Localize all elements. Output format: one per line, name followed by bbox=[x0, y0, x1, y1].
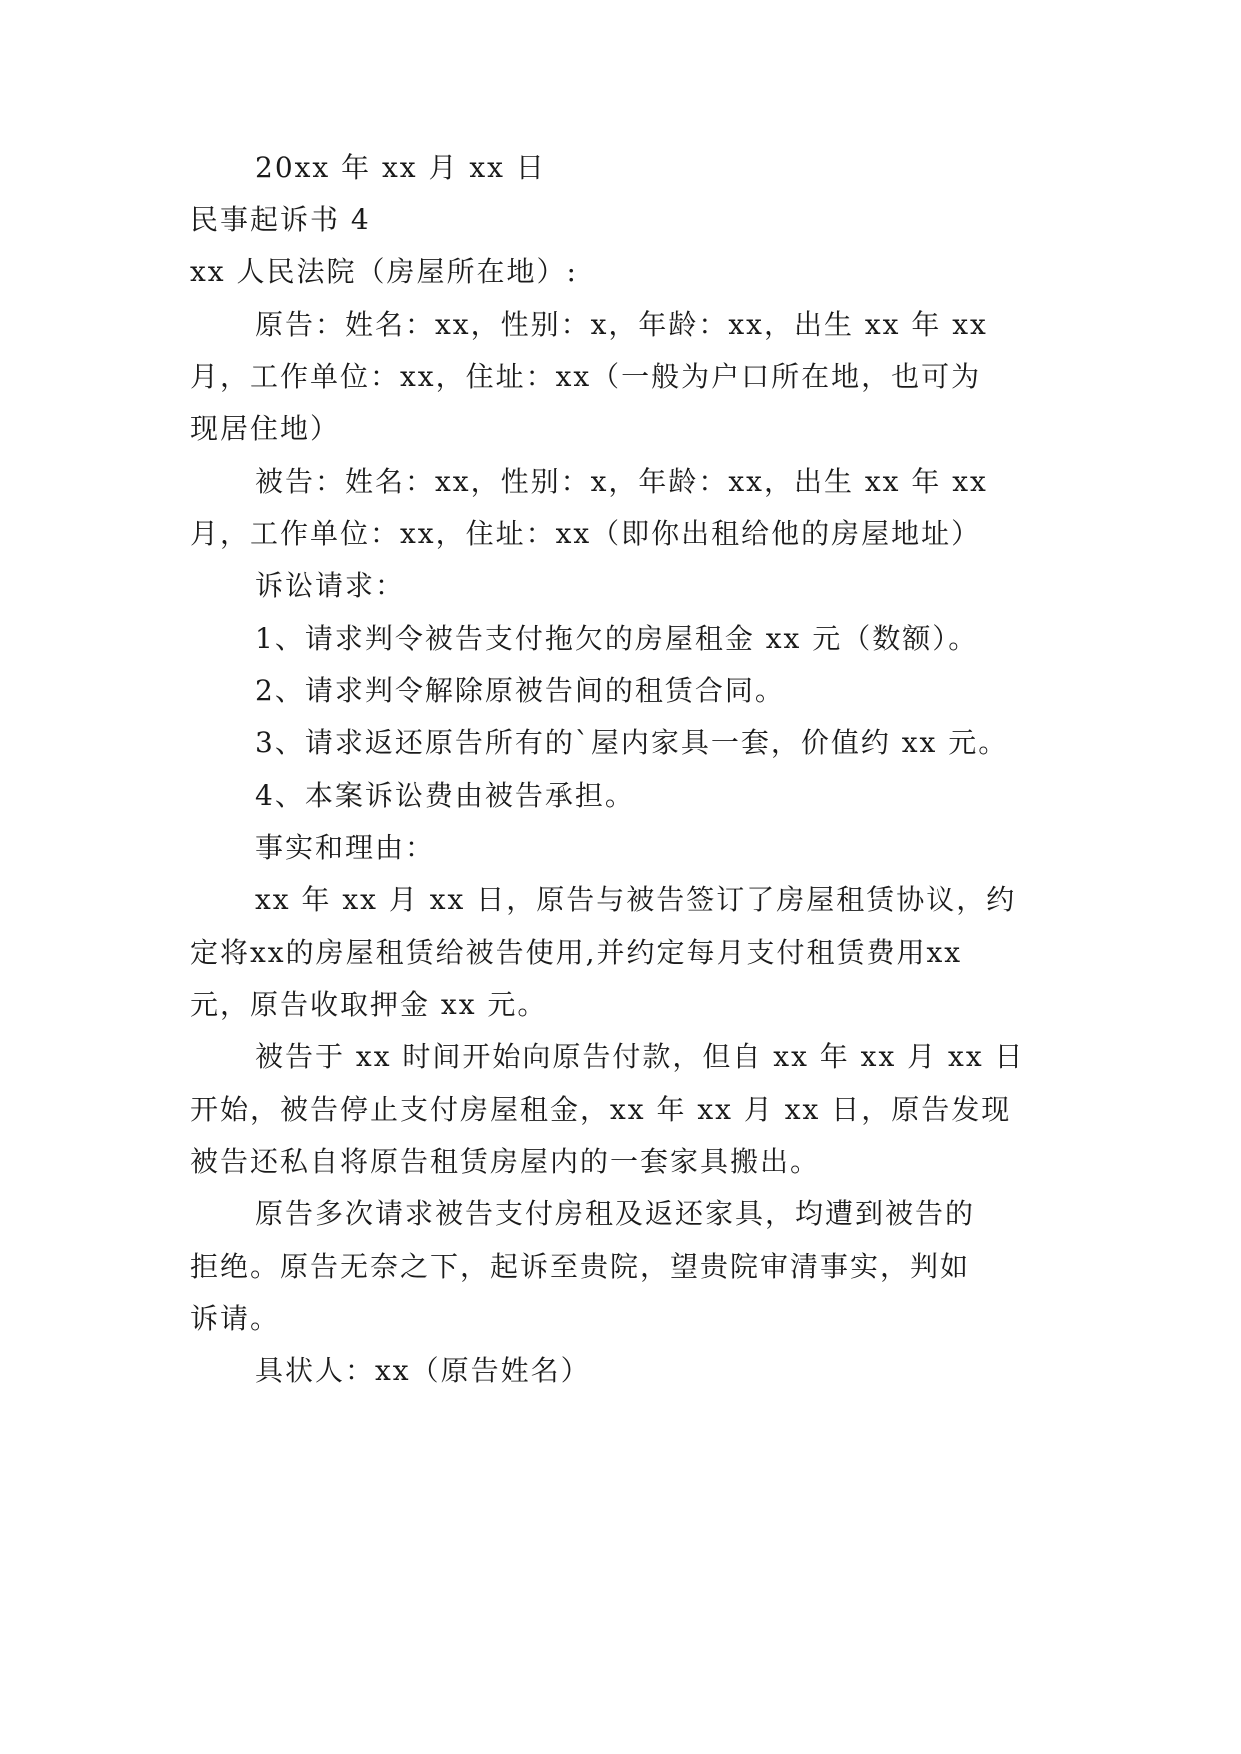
facts-para1-line-2: 定将xx的房屋租赁给被告使用,并约定每月支付租赁费用xx bbox=[190, 936, 963, 969]
plaintiff-line-3: 现居住地） bbox=[190, 412, 341, 445]
document-title: 民事起诉书 4 bbox=[190, 203, 371, 236]
claims-heading: 诉讼请求： bbox=[255, 569, 406, 602]
facts-para2-line-1: 被告于 xx 时间开始向原告付款，但自 xx 年 xx 月 xx 日 bbox=[255, 1040, 1025, 1073]
plaintiff-line-2: 月，工作单位：xx，住址：xx（一般为户口所在地，也可为 bbox=[190, 360, 982, 393]
facts-para1-line-3: 元，原告收取押金 xx 元。 bbox=[190, 988, 548, 1021]
facts-para3-line-1: 原告多次请求被告支付房租及返还家具，均遭到被告的 bbox=[255, 1197, 976, 1230]
facts-para2-line-3: 被告还私自将原告租赁房屋内的一套家具搬出。 bbox=[190, 1145, 821, 1178]
date-line: 20xx 年 xx 月 xx 日 bbox=[255, 151, 546, 184]
claim-item-4: 4、本案诉讼费由被告承担。 bbox=[255, 779, 635, 812]
plaintiff-line-1: 原告：姓名：xx，性别：x，年龄：xx，出生 xx 年 xx bbox=[255, 308, 988, 341]
facts-para1-line-1: xx 年 xx 月 xx 日，原告与被告签订了房屋租赁协议，约 bbox=[255, 883, 1017, 916]
defendant-line-2: 月，工作单位：xx，住址：xx（即你出租给他的房屋地址） bbox=[190, 517, 982, 550]
facts-para3-line-2: 拒绝。原告无奈之下，起诉至贵院，望贵院审清事实，判如 bbox=[190, 1250, 971, 1283]
facts-heading: 事实和理由： bbox=[255, 831, 436, 864]
claim-item-1: 1、请求判令被告支付拖欠的房屋租金 xx 元（数额）。 bbox=[255, 622, 979, 655]
facts-para3-line-3: 诉请。 bbox=[190, 1302, 281, 1335]
facts-para2-line-2: 开始，被告停止支付房屋租金，xx 年 xx 月 xx 日，原告发现 bbox=[190, 1093, 1012, 1126]
court-name: xx 人民法院（房屋所在地）: bbox=[190, 255, 578, 288]
signer-line: 具状人：xx（原告姓名） bbox=[255, 1354, 591, 1387]
claim-item-3: 3、请求返还原告所有的`屋内家具一套，价值约 xx 元。 bbox=[255, 726, 1009, 759]
claim-item-2: 2、请求判令解除原被告间的租赁合同。 bbox=[255, 674, 785, 707]
defendant-line-1: 被告：姓名：xx，性别：x，年龄：xx，出生 xx 年 xx bbox=[255, 465, 988, 498]
